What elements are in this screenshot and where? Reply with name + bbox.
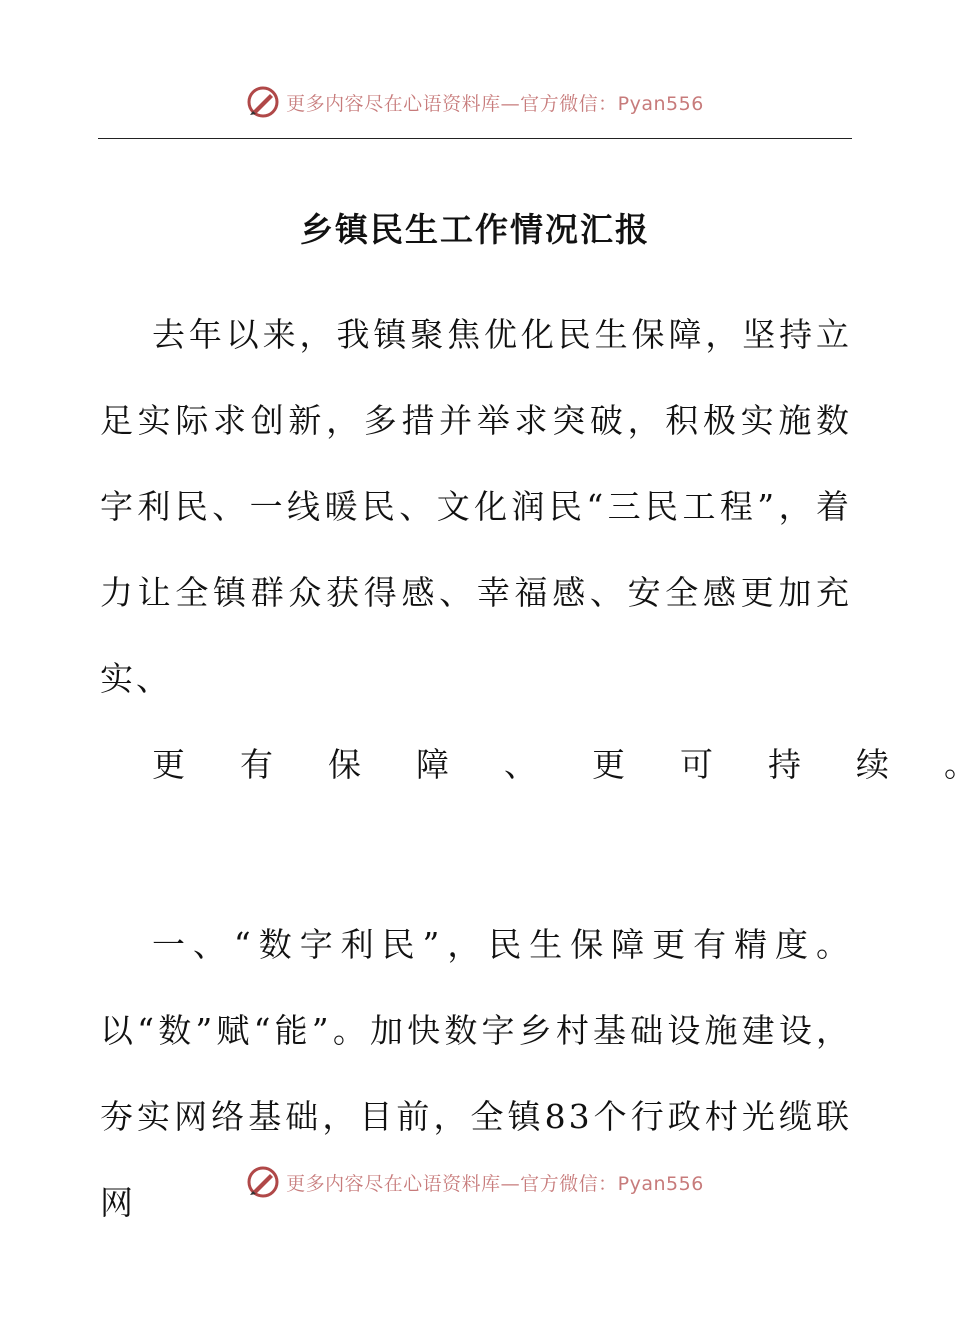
watermark-wechat-id: Pyan556 [617,1172,704,1195]
header-watermark [0,82,950,122]
footer-watermark [0,1162,950,1202]
char: 。 [944,745,980,784]
pen-logo-icon [246,1165,280,1199]
char: 有 [240,745,276,784]
char: 更 [592,745,628,784]
char: 、 [504,745,540,784]
char: 续 [856,745,892,784]
watermark-wechat-id: Pyan556 [617,92,704,115]
paragraph-intro-last-line [100,722,980,808]
paragraph-intro-text: 去年以来，我镇聚焦优化民生保障，坚持立足实际求创新，多措并举求突破，积极实施数字利民、一线暖民、文化润民“三民工程”，着力让全镇群众获得感、幸福感、安全感更加充实、 [100,315,852,698]
char: 障 [416,745,452,784]
char: 可 [680,745,716,784]
watermark-text: 更多内容尽在心语资料库—官方微信：Pyan556 [286,92,704,115]
watermark-text: 更多内容尽在心语资料库—官方微信：Pyan556 [286,1172,704,1195]
paragraph-intro [100,292,980,808]
document-title: 乡镇民生工作情况汇报 [300,210,650,249]
char: 更 [152,745,188,784]
paragraph-section-one: 一、“数字利民”，民生保障更有精度。以“数”赋“能”。加快数字乡村基础设施建设，夯实网络基础，目前，全镇83个行政村光缆联网 [100,925,852,1222]
char: 保 [328,745,364,784]
char: 持 [768,745,804,784]
header-divider [98,138,852,139]
pen-logo-icon [246,85,280,119]
